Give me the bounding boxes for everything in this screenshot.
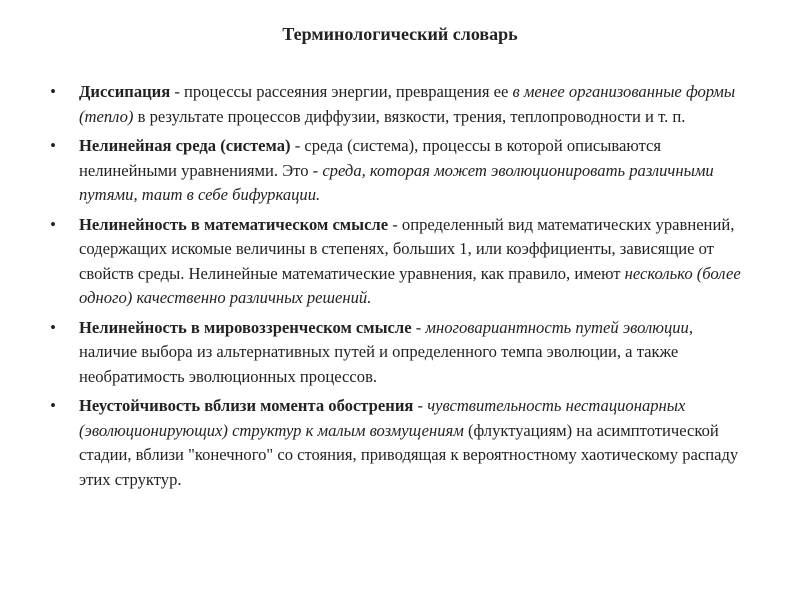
entry-text-italic: чувствительность нестационарных (эволюционирующих) структур к малым возмущениям: [79, 396, 686, 440]
glossary-entry: [46, 134, 746, 208]
bullet-icon: •: [50, 136, 56, 155]
entry-text: , наличие выбора из альтернативных путей и определенного темпа эволюции, а также необратимость эволюционных процессов.: [79, 317, 694, 386]
entry-term: Неустойчивость вблизи момента обострения: [79, 396, 414, 415]
bullet-icon: •: [50, 82, 56, 101]
entry-term: Нелинейность в математическом смысле: [79, 214, 389, 234]
entry-text: -: [411, 317, 426, 337]
entry-text: в результате процессов диффузии, вязкости, трения, теплопроводности и т. п.: [133, 106, 686, 126]
page-title: Терминологический словарь: [282, 24, 518, 44]
entry-text-italic: среда, которая может эволюционировать различными путями, таит в себе бифуркации.: [79, 160, 714, 204]
glossary-list: [46, 80, 746, 497]
glossary-entry: [46, 213, 746, 311]
glossary-entry: [46, 316, 746, 390]
glossary-entry: [46, 394, 746, 492]
bullet-icon: •: [50, 317, 56, 337]
entry-text-italic: несколько (более одного) качественно различных решений.: [79, 263, 741, 307]
entry-text-italic: в менее организованные формы (тепло): [79, 82, 736, 126]
entry-text: - среда (система), процессы в которой описываются нелинейными уравнениями. Это -: [79, 136, 662, 180]
entry-text: (флуктуациям) на асимптотической стадии, вблизи "конечного" со стояния, приводящая к вероятностному хаотическому распаду этих структур.: [79, 420, 739, 489]
glossary-entry: [46, 80, 746, 129]
bullet-icon: •: [50, 396, 56, 415]
entry-term: Нелинейная среда (система): [79, 136, 291, 155]
entry-text: - процессы рассеяния энергии, превращения ее: [170, 82, 513, 101]
entry-text-italic: многовариантность путей эволюции: [425, 317, 689, 337]
bullet-icon: •: [50, 214, 56, 234]
entry-text: -: [413, 396, 428, 415]
entry-term: Диссипация: [79, 82, 171, 101]
entry-term: Нелинейность в мировоззренческом смысле: [79, 317, 412, 337]
entry-text: - определенный вид математических уравнений, содержащих искомые величины в степенях, больших 1, или коэффициенты, зависящие от свойств среды. Нелинейные математические уравнения, как правило, имеют: [79, 214, 735, 283]
